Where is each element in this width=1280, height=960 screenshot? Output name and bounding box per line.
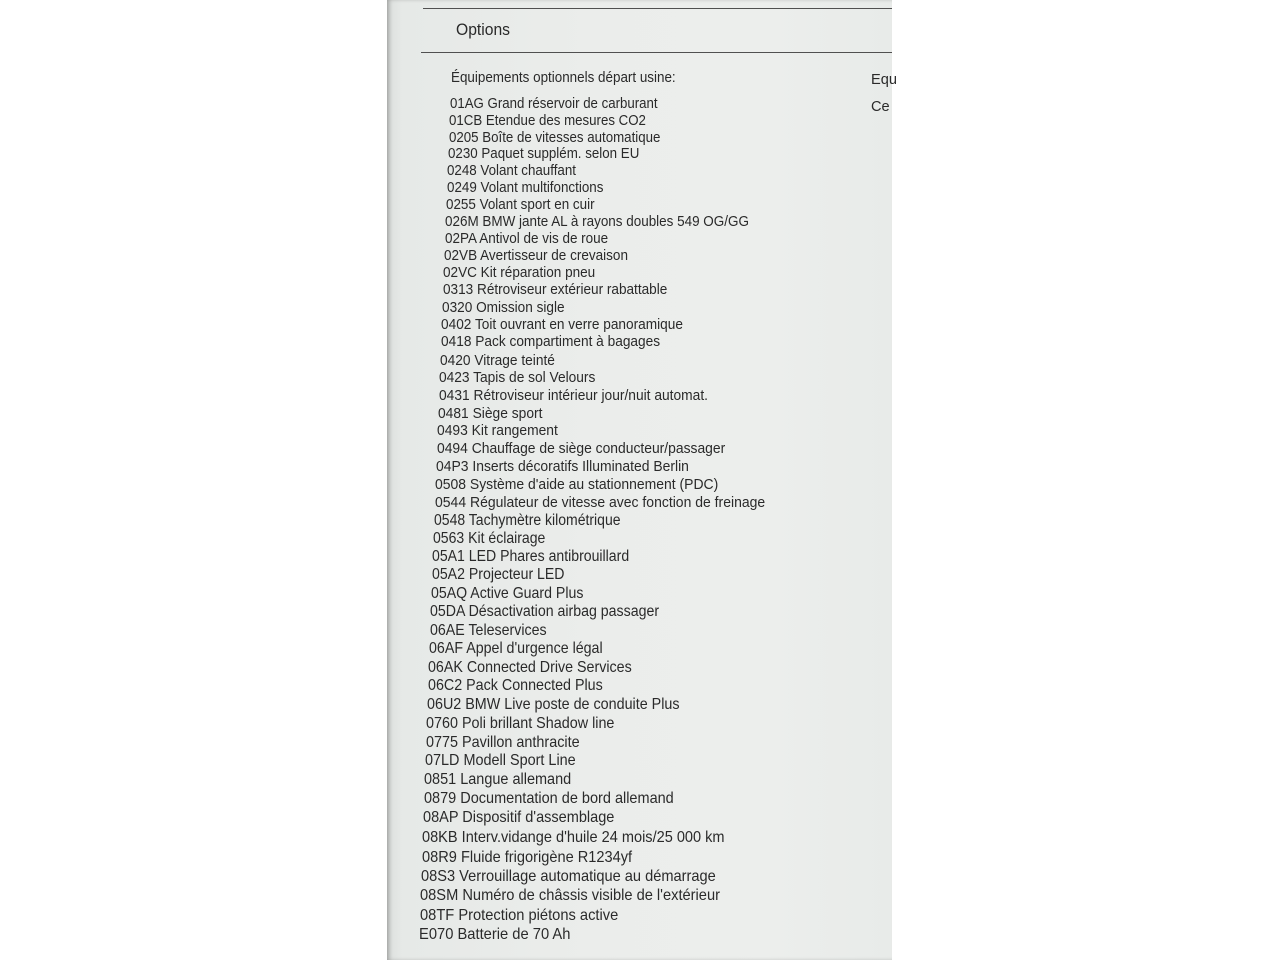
options-list-heading: Équipements optionnels départ usine: (451, 70, 676, 86)
option-code: 0230 (447, 146, 478, 163)
option-label: Dispositif d'assemblage (462, 809, 615, 827)
option-item (422, 848, 632, 867)
option-label: Pack compartiment à bagages (474, 334, 660, 351)
option-item (426, 734, 580, 753)
option-label: Projecteur LED (468, 566, 565, 584)
option-item (435, 494, 765, 512)
option-label: Chauffage de siège conducteur/passager (471, 440, 725, 458)
option-label: Antivol de vis de roue (478, 230, 608, 247)
option-label: Rétroviseur intérieur jour/nuit automat. (473, 386, 708, 404)
option-code: 08S3 (421, 868, 456, 886)
option-label: Pavillon anthracite (461, 733, 580, 751)
option-code: 0879 (423, 790, 456, 808)
option-item (448, 146, 639, 163)
option-label: Volant sport en cuir (479, 196, 595, 213)
option-code: 0851 (424, 771, 457, 789)
option-item (431, 585, 583, 603)
option-code: 0548 (433, 511, 465, 529)
option-label: Kit rangement (471, 422, 559, 440)
option-item (420, 886, 720, 905)
option-code: 08KB (422, 828, 458, 846)
option-item (441, 317, 683, 335)
option-label: Grand réservoir de carburant (487, 96, 658, 113)
option-label: Volant multifonctions (480, 179, 604, 196)
option-code: 08SM (420, 887, 459, 905)
option-code: 0481 (437, 404, 469, 422)
option-code: 0431 (438, 386, 470, 404)
option-item (447, 163, 576, 180)
option-label: Tachymètre kilométrique (468, 511, 621, 529)
option-label: Fluide frigorigène R1234yf (460, 848, 632, 866)
option-code: 0775 (425, 733, 458, 751)
option-label: Interv.vidange d'huile 24 mois/25 000 km (462, 828, 725, 846)
option-label: Régulateur de vitesse avec fonction de freinage (469, 493, 765, 511)
option-code: 0313 (442, 282, 473, 299)
option-code: 08AP (423, 809, 459, 827)
option-code: 07LD (425, 752, 460, 770)
option-code: 06AF (429, 640, 464, 658)
option-item (446, 197, 595, 215)
option-label: Système d'aide au stationnement (PDC) (470, 475, 719, 493)
option-label: Omission sigle (475, 299, 565, 316)
right-column-heading-fragment: Equ (871, 72, 897, 88)
option-code: 06AK (428, 658, 464, 676)
option-label: BMW jante AL à rayons doubles 549 OG/GG (482, 213, 750, 230)
option-label: Appel d'urgence légal (466, 640, 603, 658)
option-code: 0563 (433, 530, 465, 548)
option-code: 01AG (450, 96, 484, 113)
option-label: Boîte de vitesses automatique (481, 129, 661, 146)
option-code: 05DA (430, 603, 466, 621)
option-item (423, 809, 614, 828)
option-item (432, 548, 629, 566)
option-code: 05AQ (431, 584, 468, 602)
option-label: Tapis de sol Velours (473, 369, 596, 387)
option-item (419, 925, 570, 944)
option-label: Désactivation airbag passager (469, 603, 660, 621)
option-code: 05A1 (432, 548, 466, 566)
option-code: 0402 (441, 316, 472, 333)
option-label: Vitrage teinté (474, 351, 555, 369)
option-item (450, 96, 658, 113)
option-item (440, 352, 555, 370)
option-item (424, 771, 571, 790)
option-code: 026M (445, 213, 479, 230)
option-code: 08TF (419, 906, 454, 924)
option-label: Batterie de 70 Ah (457, 926, 571, 944)
option-item (445, 214, 749, 232)
option-item (449, 113, 646, 130)
section-rule (421, 52, 892, 53)
option-item (426, 715, 614, 734)
option-item (445, 231, 608, 249)
option-label: Active Guard Plus (470, 584, 584, 602)
option-label: Numéro de châssis visible de l'extérieur (462, 887, 721, 905)
option-code: 06C2 (427, 677, 462, 695)
option-item (436, 458, 689, 476)
option-label: Connected Drive Services (467, 658, 633, 676)
option-item (430, 622, 547, 641)
option-code: 02VC (443, 265, 478, 281)
option-label: Poli brillant Shadow line (462, 714, 615, 732)
option-code: 0508 (435, 475, 467, 493)
option-item (432, 566, 564, 584)
option-item (427, 696, 680, 715)
option-code: 06U2 (427, 695, 462, 713)
option-label: BMW Live poste de conduite Plus (465, 695, 680, 713)
option-item (439, 369, 595, 387)
document-page (387, 0, 897, 960)
option-code: 0320 (441, 299, 473, 316)
option-code: 0493 (437, 422, 468, 440)
option-label: Toit ouvrant en verre panoramique (475, 316, 684, 333)
option-item (441, 334, 660, 352)
option-code: 05A2 (431, 566, 465, 584)
option-label: Pack Connected Plus (465, 677, 603, 695)
right-column-text-fragment: Ce (871, 99, 890, 115)
option-item (433, 530, 545, 548)
option-code: 0760 (426, 714, 459, 732)
option-item (447, 180, 603, 197)
option-label: Teleservices (468, 621, 547, 639)
section-title: Options (456, 21, 511, 39)
option-code: 06AE (429, 621, 465, 639)
option-code: 04P3 (435, 457, 469, 475)
option-code: 0418 (440, 334, 472, 351)
option-item (443, 265, 595, 283)
option-item (438, 405, 542, 423)
option-code: 0420 (439, 351, 471, 369)
option-item (421, 867, 716, 886)
option-item (435, 476, 718, 494)
option-label: Langue allemand (460, 771, 572, 789)
option-code: 0248 (447, 163, 478, 180)
option-item (444, 248, 628, 266)
option-code: E070 (419, 926, 454, 944)
option-item (428, 659, 632, 678)
option-item (437, 440, 725, 458)
option-item (443, 282, 667, 300)
option-label: Kit éclairage (468, 530, 546, 548)
option-label: Avertisseur de crevaison (480, 247, 628, 264)
option-code: 08R9 (421, 848, 457, 866)
option-label: Verrouillage automatique au démarrage (459, 868, 716, 886)
option-label: Etendue des mesures CO2 (486, 112, 647, 129)
option-item (425, 752, 576, 771)
option-item (429, 640, 603, 659)
option-code: 02PA (444, 230, 476, 247)
option-code: 02VB (443, 247, 478, 264)
option-label: Documentation de bord allemand (459, 790, 674, 808)
option-label: Siège sport (472, 404, 543, 422)
option-item (422, 829, 725, 848)
option-label: Modell Sport Line (463, 752, 576, 770)
option-item (434, 512, 621, 530)
option-label: Rétroviseur extérieur rabattable (476, 282, 667, 299)
option-code: 0494 (436, 440, 468, 458)
option-code: 0423 (439, 369, 470, 387)
option-label: Protection piétons active (458, 906, 618, 924)
option-code: 0205 (448, 129, 479, 146)
option-label: Volant chauffant (480, 163, 577, 180)
option-item (439, 387, 708, 405)
option-item (420, 906, 618, 925)
option-item (437, 422, 558, 440)
option-label: Inserts décoratifs Illuminated Berlin (472, 457, 689, 475)
option-item (424, 790, 674, 809)
option-label: Paquet supplém. selon EU (481, 146, 640, 163)
option-label: LED Phares antibrouillard (469, 548, 630, 566)
option-item (430, 603, 659, 621)
top-rule (423, 8, 892, 9)
option-code: 0249 (446, 179, 477, 196)
option-item (428, 677, 603, 696)
option-code: 01CB (449, 112, 483, 129)
option-code: 0544 (434, 493, 466, 511)
option-item (442, 300, 565, 318)
option-code: 0255 (445, 196, 476, 213)
option-item (449, 130, 660, 147)
option-label: Kit réparation pneu (480, 265, 596, 281)
